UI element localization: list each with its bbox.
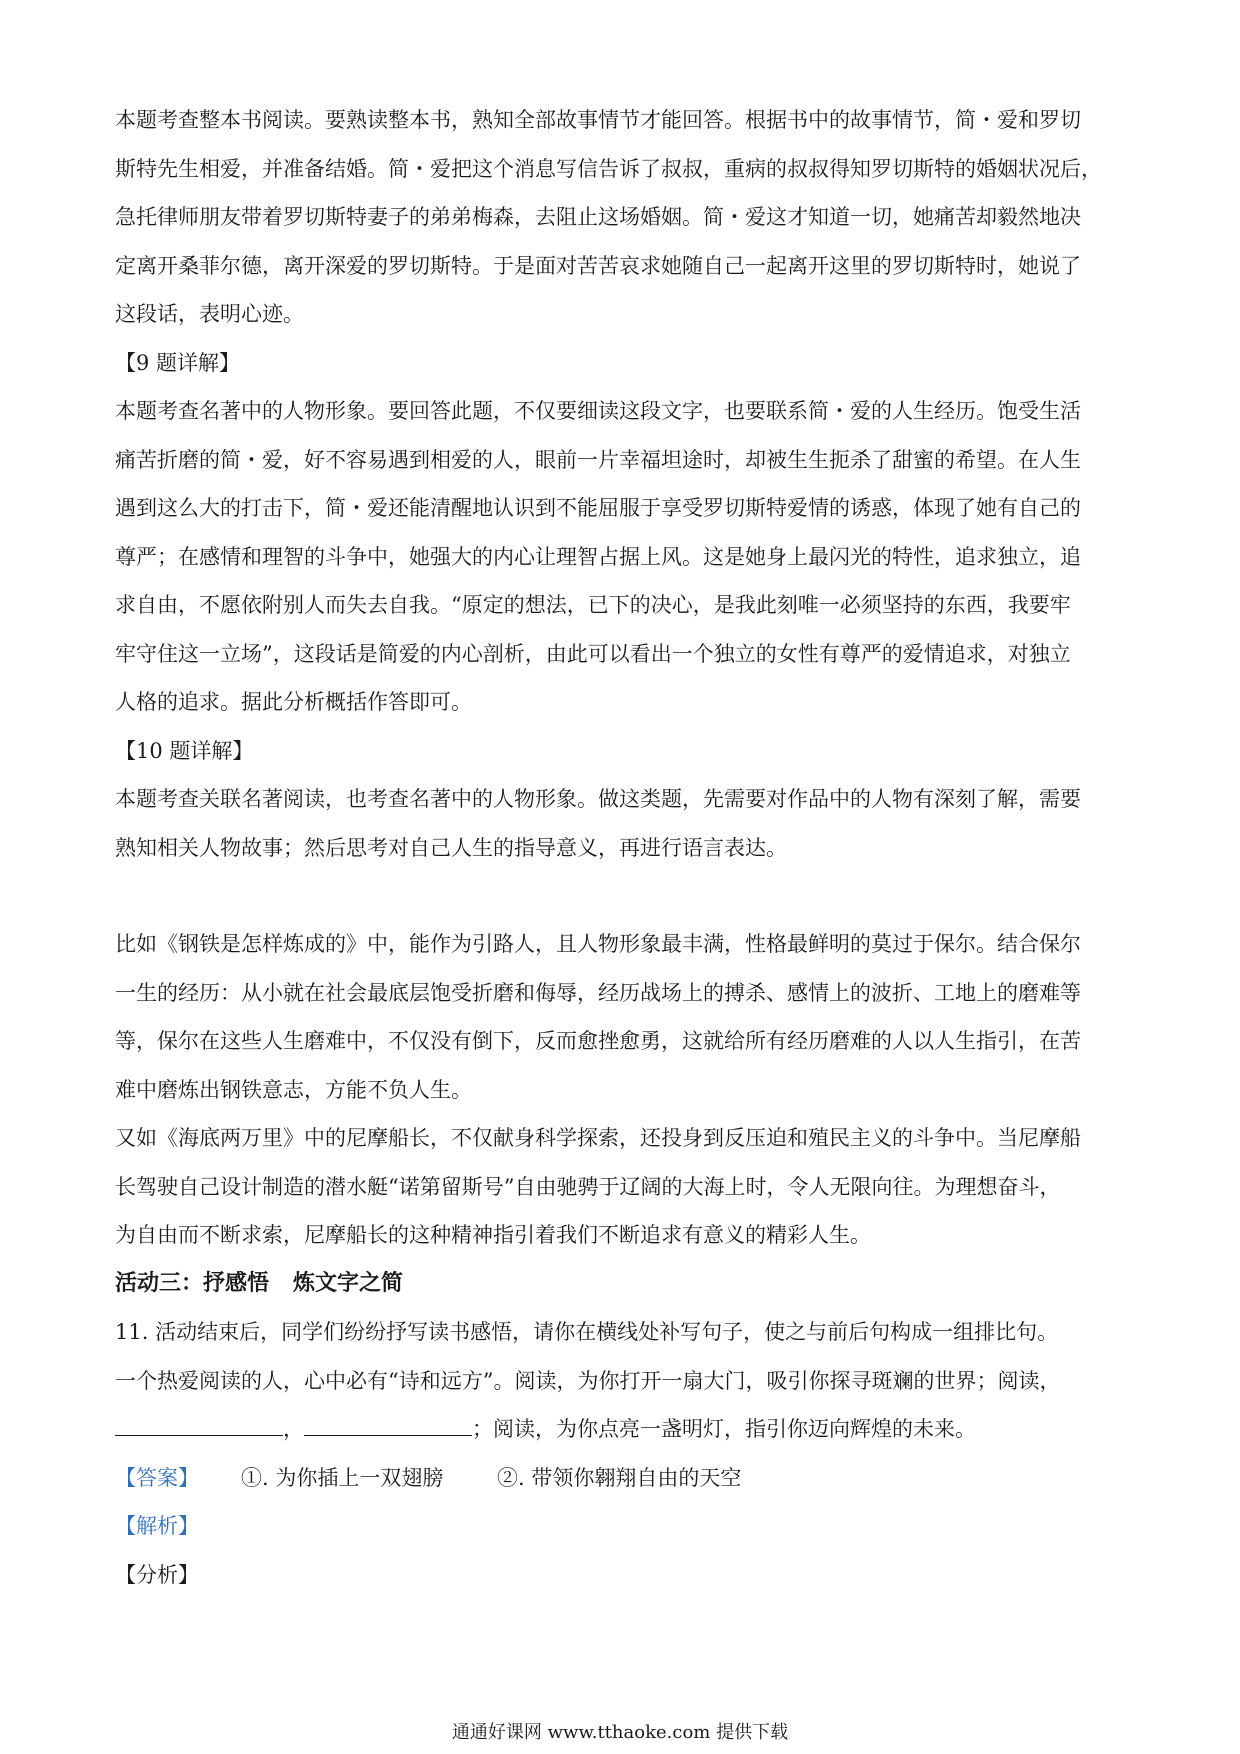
comma: ， — [283, 1417, 304, 1441]
answer-row — [115, 1454, 1135, 1503]
answer-blank-1[interactable] — [115, 1409, 283, 1436]
text-line: 急托律师朋友带着罗切斯特妻子的弟弟梅森，去阻止这场婚姻。简・爱这才知道一切，她痛苦却毅然地决 — [115, 205, 1081, 229]
q11-prompt: 11. 活动结束后，同学们纷纷抒写读书感悟，请你在横线处补写句子，使之与前后句构成一组排比句。 — [115, 1320, 1059, 1344]
example1-paragraph — [115, 920, 1135, 1114]
q11-line-2-rest: ；阅读，为你点亮一盏明灯，指引你迈向辉煌的未来。 — [472, 1417, 976, 1441]
analysis-tag: 【解析】 — [115, 1514, 199, 1538]
text-line: 尊严；在感情和理智的斗争中，她强大的内心让理智占据上风。这是她身上最闪光的特性，追求独立，追 — [115, 544, 1081, 569]
q9-paragraph — [115, 387, 1135, 727]
text-line: 本题考查整本书阅读。要熟读整本书，熟知全部故事情节才能回答。根据书中的故事情节，简・爱和罗切 — [115, 108, 1081, 132]
activity-title-right: 炼文字之简 — [293, 1270, 404, 1296]
text-line: 牢守住这一立场”，这段话是简爱的内心剖析，由此可以看出一个独立的女性有尊严的爱情追求，对独立 — [115, 641, 1071, 666]
answer-2: ②. 带领你翱翔自由的天空 — [497, 1465, 742, 1490]
text-line: 痛苦折磨的简・爱，好不容易遇到相爱的人，眼前一片幸福坦途时，却被生生扼杀了甜蜜的希望。在人生 — [115, 447, 1081, 472]
example2-paragraph — [115, 1114, 1135, 1260]
footer-source: 通通好课网 www.tthaoke.com 提供下载 — [451, 1722, 789, 1743]
q11-line-1: 一个热爱阅读的人，心中必有“诗和远方”。阅读，为你打开一扇大门，吸引你探寻斑斓的世界；阅读， — [115, 1368, 1061, 1393]
text-line: 本题考查名著中的人物形象。要回答此题，不仅要细读这段文字，也要联系简・爱的人生经历。饱受生活 — [115, 399, 1081, 423]
intro-paragraph — [115, 96, 1135, 339]
answer-1: ①. 为你插上一双翅膀 — [241, 1465, 444, 1490]
spacer — [115, 872, 1135, 920]
q10-paragraph — [115, 775, 1135, 872]
text-line: 一生的经历：从小就在社会最底层饱受折磨和侮辱，经历战场上的搏杀、感情上的波折、工地上的磨难等 — [115, 980, 1081, 1005]
text-line: 遇到这么大的打击下，简・爱还能清醒地认识到不能屈服于享受罗切斯特爱情的诱惑，体现了她有自己的 — [115, 496, 1081, 520]
activity-title — [115, 1260, 1135, 1309]
text-line: 这段话，表明心迹。 — [115, 302, 304, 326]
text-line: 本题考查关联名著阅读，也考查名著中的人物形象。做这类题，先需要对作品中的人物有深刻了解，需要 — [115, 787, 1081, 811]
text-line: 长驾驶自己设计制造的潜水艇“诺第留斯号”自由驰骋于辽阔的大海上时，令人无限向往。为理想奋斗， — [115, 1174, 1061, 1199]
text-line: 斯特先生相爱，并准备结婚。简・爱把这个消息写信告诉了叔叔，重病的叔叔得知罗切斯特的婚姻状况后， — [115, 156, 1102, 181]
text-line: 熟知相关人物故事；然后思考对自己人生的指导意义，再进行语言表达。 — [115, 835, 787, 860]
text-line: 人格的追求。据此分析概括作答即可。 — [115, 690, 472, 714]
activity-title-left: 活动三：抒感悟 — [115, 1270, 270, 1296]
text-line: 难中磨炼出钢铁意志，方能不负人生。 — [115, 1077, 472, 1102]
text-line: 比如《钢铁是怎样炼成的》中，能作为引路人，且人物形象最丰满，性格最鲜明的莫过于保尔。结合保尔 — [115, 932, 1081, 956]
answer-tag: 【答案】 — [115, 1465, 199, 1490]
fenxi-tag: 【分析】 — [115, 1562, 199, 1587]
text-line: 求自由，不愿依附别人而失去自我。“原定的想法，已下的决心，是我此刻唯一必须坚持的东西，我要牢 — [115, 593, 1071, 617]
text-line: 定离开桑菲尔德，离开深爱的罗切斯特。于是面对苦苦哀求她随自己一起离开这里的罗切斯特时，她说了 — [115, 253, 1081, 278]
q9-heading: 【9 题详解】 — [115, 350, 241, 375]
answer-blank-2[interactable] — [304, 1409, 472, 1436]
text-line: 为自由而不断求索，尼摩船长的这种精神指引着我们不断追求有意义的精彩人生。 — [115, 1223, 871, 1247]
text-line: 等，保尔在这些人生磨难中，不仅没有倒下，反而愈挫愈勇，这就给所有经历磨难的人以人生指引，在苦 — [115, 1029, 1081, 1053]
q10-heading: 【10 题详解】 — [115, 738, 254, 763]
q11-line-2 — [115, 1405, 1135, 1454]
document-page — [115, 96, 1135, 1599]
text-line: 又如《海底两万里》中的尼摩船长，不仅献身科学探索，还投身到反压迫和殖民主义的斗争中。当尼摩船 — [115, 1126, 1081, 1150]
